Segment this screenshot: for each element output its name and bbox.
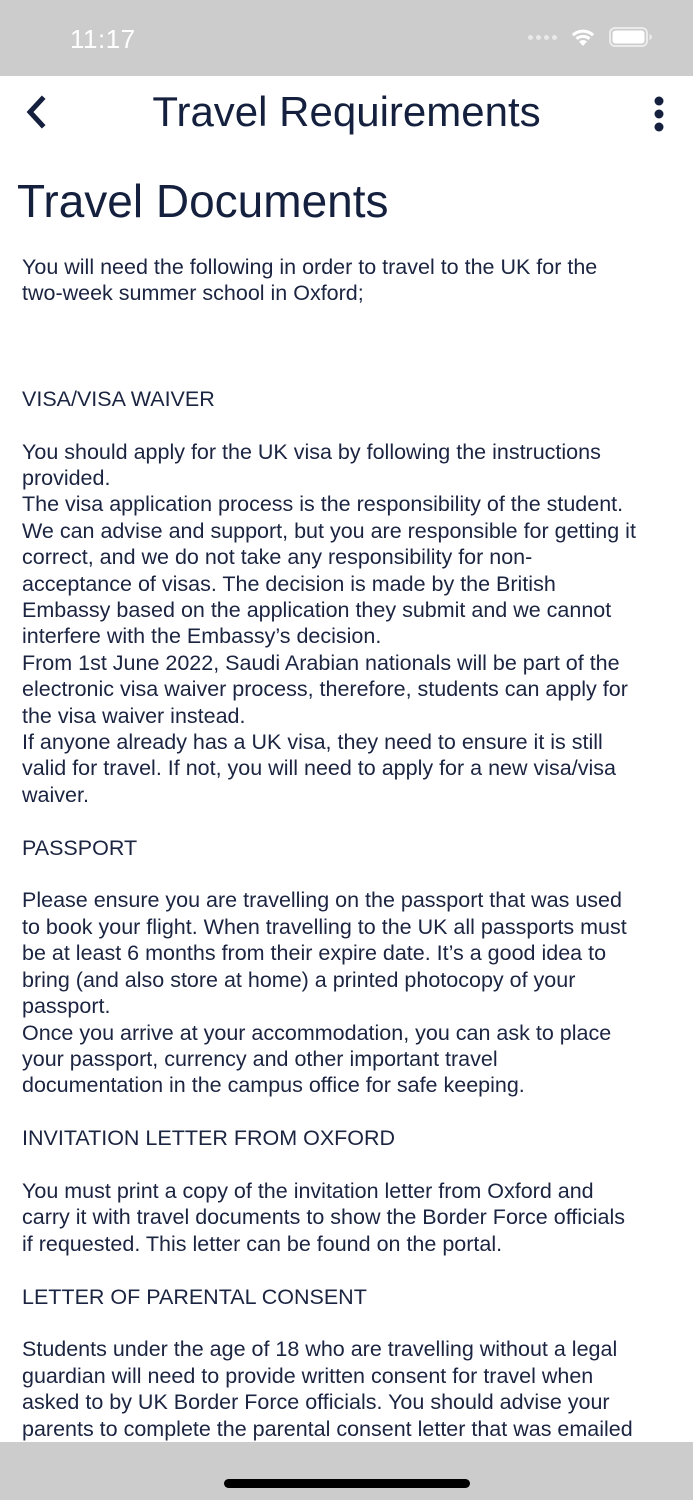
visa-heading: VISA/VISA WAIVER — [22, 386, 215, 411]
consent-paragraph: Students under the age of 18 who are travelling without a legal guardian will need to provide written consent for travel when asked to by UK Border Force officials. You should advise your parents to complete the parental consent letter that was emailed — [22, 1337, 633, 1441]
passport-heading: PASSPORT — [22, 835, 138, 860]
invitation-paragraph: You must print a copy of the invitation letter from Oxford and carry it with travel documents to show the Border Force officials if requested. This letter can be found on the portal. — [22, 1178, 626, 1256]
content-scroll-area[interactable] — [0, 152, 693, 1442]
document-body — [22, 254, 682, 1442]
invitation-heading: INVITATION LETTER FROM OXFORD — [22, 1126, 396, 1151]
battery-icon — [609, 26, 653, 48]
more-options-button[interactable] — [641, 90, 677, 138]
bottom-bar — [0, 1442, 693, 1500]
consent-heading: LETTER OF PARENTAL CONSENT — [22, 1284, 367, 1309]
passport-paragraph: Please ensure you are travelling on the passport that was used to book your flight. When travelling to the UK all passports must be at least 6 months from their expire date. It’s a good idea to bring (and also store at home) a printed photocopy of your passport. Once you arrive at your accommodation, you can ask to place your passport, currency and other important travel documentation in the campus office for safe keeping. — [22, 888, 627, 1098]
status-time: 11:17 — [70, 24, 136, 54]
status-icons — [528, 26, 653, 48]
wifi-icon — [569, 26, 597, 48]
home-indicator[interactable] — [224, 1479, 470, 1488]
nav-bar — [0, 76, 693, 152]
status-bar — [0, 0, 693, 76]
visa-paragraph: You should apply for the UK visa by following the instructions provided. The visa application process is the responsibility of the student. We can advise and support, but you are responsible for getting it correct, and we do not take any responsibility for non- acceptance of visas. The decision is made by the British Embassy based on the application they submit and we cannot interfere with the Embassy’s decision. From 1st June 2022, Saudi Arabian nationals will be part of the electronic visa waiver process, therefore, students can apply for the visa waiver instead. If anyone already has a UK visa, they need to ensure it is still valid for travel. If not, you will need to apply for a new visa/visa waiver. — [22, 439, 636, 807]
page-title: Travel Requirements — [152, 88, 541, 135]
more-vertical-icon — [652, 96, 666, 132]
intro-paragraph: You will need the following in order to travel to the UK for the two-week summer school in Oxford; — [22, 255, 598, 306]
signal-icon — [528, 35, 557, 40]
section-heading: Travel Documents — [17, 175, 389, 227]
